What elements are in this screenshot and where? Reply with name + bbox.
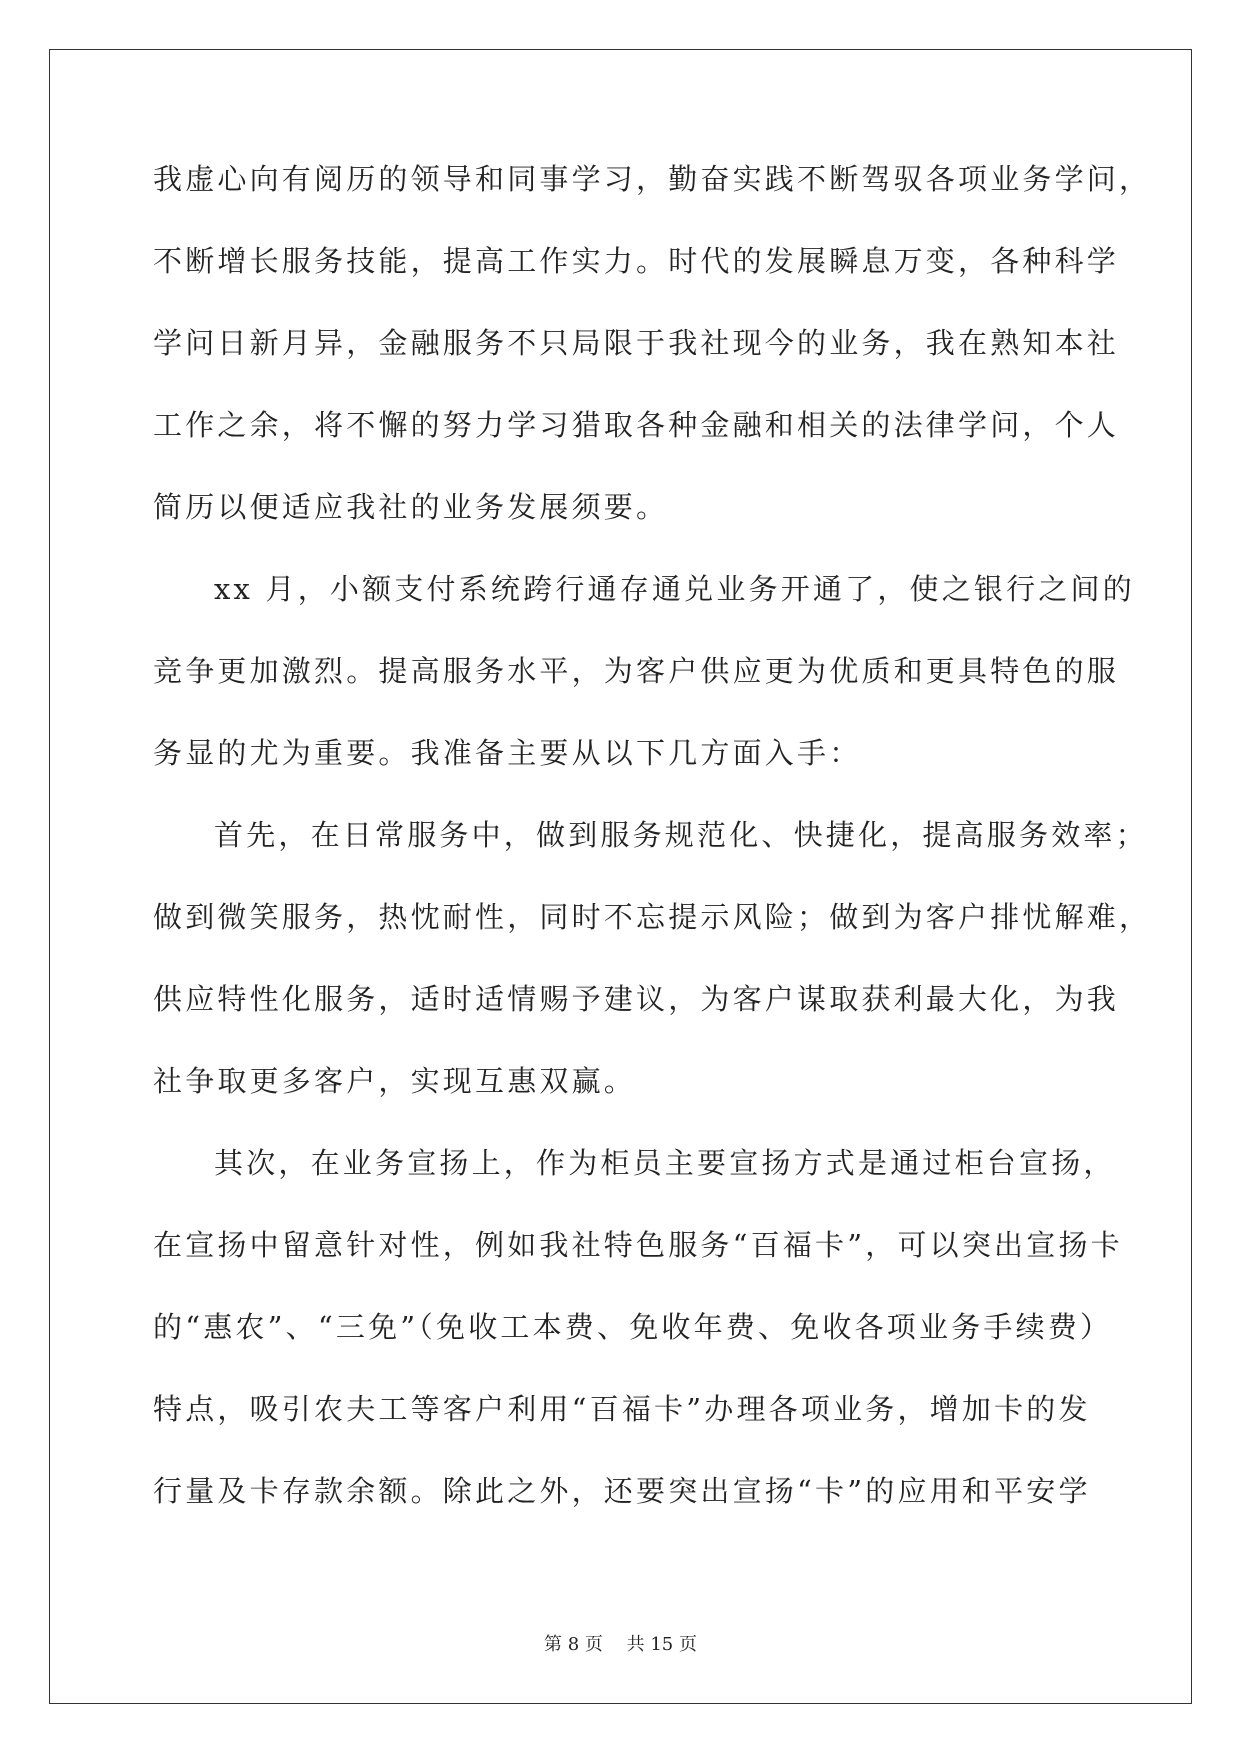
- text-line: 工作之余，将不懈的努力学习猎取各种金融和相关的法律学问，个人: [153, 408, 1120, 442]
- paragraph-start-line: xx 月，小额支付系统跨行通存通兑业务开通了，使之银行之间的: [214, 572, 1135, 606]
- text-line: 简历以便适应我社的业务发展须要。: [153, 490, 669, 524]
- text-line: 不断增长服务技能，提高工作实力。时代的发展瞬息万变，各种科学: [153, 244, 1120, 278]
- paragraph-start-line: 首先，在日常服务中，做到服务规范化、快捷化，提高服务效率；: [214, 818, 1148, 852]
- text-line: 务显的尤为重要。我准备主要从以下几方面入手：: [153, 736, 862, 770]
- document-body: [153, 138, 1152, 1532]
- text-line: 竞争更加激烈。提高服务水平，为客户供应更为优质和更具特色的服: [153, 654, 1120, 688]
- text-line: 供应特性化服务，适时适情赐予建议，为客户谋取获利最大化，为我: [153, 982, 1120, 1016]
- text-line: 特点，吸引农夫工等客户利用“百福卡”办理各项业务，增加卡的发: [153, 1392, 1091, 1426]
- text-line: 学问日新月异，金融服务不只局限于我社现今的业务，我在熟知本社: [153, 326, 1120, 360]
- text-line: 社争取更多客户，实现互惠双赢。: [153, 1064, 637, 1098]
- text-line: 的“惠农”、“三免”（免收工本费、免收年费、免收各项业务手续费）: [153, 1310, 1113, 1344]
- text-line: 我虚心向有阅历的领导和同事学习，勤奋实践不断驾驭各项业务学问，: [153, 162, 1152, 196]
- text-line: 在宣扬中留意针对性，例如我社特色服务“百福卡”，可以突出宣扬卡: [153, 1228, 1123, 1262]
- text-line: 行量及卡存款余额。除此之外，还要突出宣扬“卡”的应用和平安学: [153, 1474, 1091, 1508]
- paragraph-start-line: 其次，在业务宣扬上，作为柜员主要宣扬方式是通过柜台宣扬，: [214, 1146, 1116, 1180]
- text-line: 做到微笑服务，热忱耐性，同时不忘提示风险；做到为客户排忧解难，: [153, 900, 1152, 934]
- page-number-footer: 第 8 页 共 15 页: [544, 1634, 697, 1655]
